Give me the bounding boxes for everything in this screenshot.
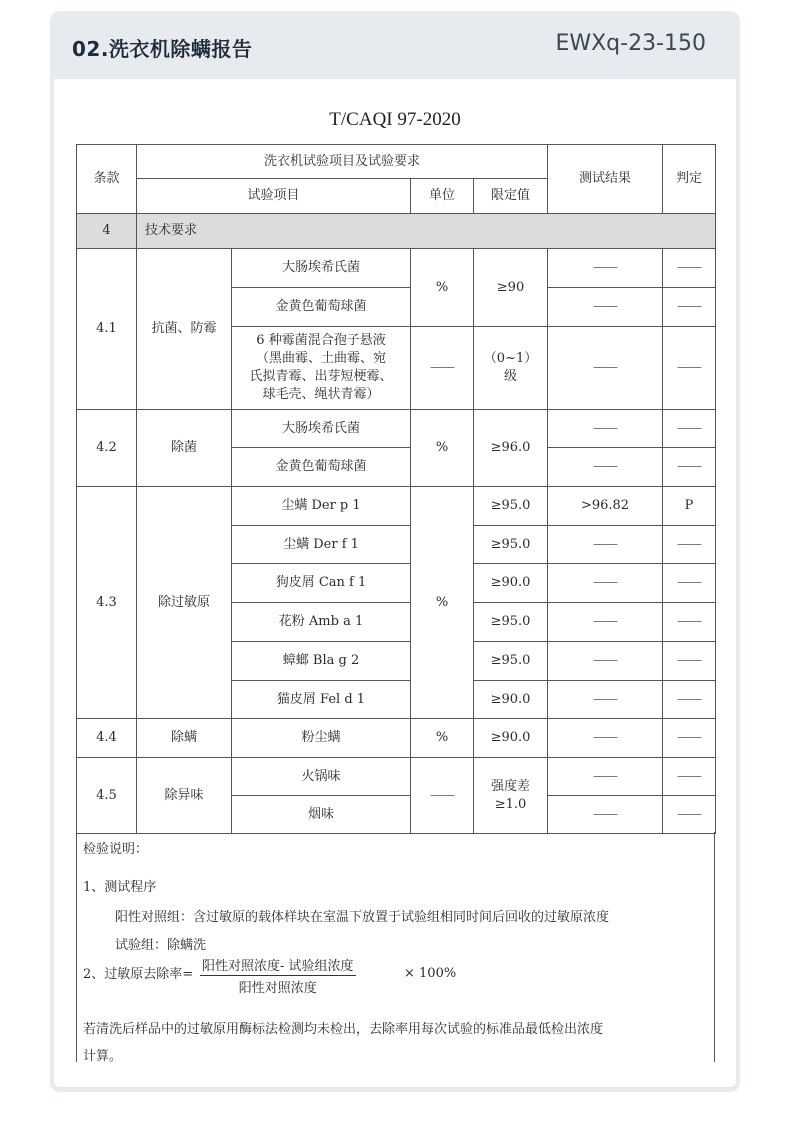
notes-remark-line1: 若清洗后样品中的过敏原用酶标法检测均未检出，去除率用每次试验的标准品最低检出浓度 bbox=[83, 1022, 604, 1037]
requirements-table bbox=[76, 144, 716, 834]
verdict-cell: —— bbox=[663, 796, 716, 834]
limit-cell: ≥95.0 bbox=[474, 526, 548, 564]
item-line: 氏拟青霉、出芽短梗霉、 bbox=[249, 369, 393, 384]
category-cell: 除菌 bbox=[137, 410, 232, 487]
table-row bbox=[77, 410, 716, 448]
section-row bbox=[77, 214, 716, 249]
verdict-cell: —— bbox=[663, 758, 716, 796]
item-cell: 尘螨 Der f 1 bbox=[232, 526, 411, 564]
category-cell: 除螨 bbox=[137, 719, 232, 758]
result-cell: —— bbox=[548, 526, 663, 564]
verdict-cell: P bbox=[663, 487, 716, 526]
col-group: 洗衣机试验项目及试验要求 bbox=[137, 145, 548, 179]
result-cell: —— bbox=[548, 288, 663, 327]
category-cell: 除过敏原 bbox=[137, 487, 232, 719]
table-header-row bbox=[77, 145, 716, 179]
clause-cell: 4.1 bbox=[77, 249, 137, 410]
result-cell: —— bbox=[548, 642, 663, 681]
unit-cell: % bbox=[411, 719, 474, 758]
limit-cell: ≥95.0 bbox=[474, 487, 548, 526]
limit-cell: ≥90.0 bbox=[474, 719, 548, 758]
verdict-cell: —— bbox=[663, 526, 716, 564]
limit-line: 级 bbox=[504, 369, 518, 384]
item-cell: 大肠埃希氏菌 bbox=[232, 410, 411, 448]
col-clause: 条款 bbox=[77, 145, 137, 214]
notes-section bbox=[76, 832, 715, 1062]
verdict-cell: —— bbox=[663, 603, 716, 642]
section-label: 技术要求 bbox=[137, 214, 716, 249]
item-cell: 狗皮屑 Can f 1 bbox=[232, 564, 411, 603]
item-cell: 粉尘螨 bbox=[232, 719, 411, 758]
clause-cell: 4.3 bbox=[77, 487, 137, 719]
result-cell: —— bbox=[548, 758, 663, 796]
formula-prefix: 2、过敏原去除率= bbox=[83, 967, 194, 982]
report-title: 02.洗衣机除螨报告 bbox=[72, 37, 253, 61]
item-cell: 火锅味 bbox=[232, 758, 411, 796]
clause-cell: 4.5 bbox=[77, 758, 137, 834]
verdict-cell: —— bbox=[663, 719, 716, 758]
verdict-cell: —— bbox=[663, 564, 716, 603]
item-cell: 猫皮屑 Fel d 1 bbox=[232, 681, 411, 719]
table-row bbox=[77, 719, 716, 758]
item-cell: 烟味 bbox=[232, 796, 411, 834]
item-cell: 尘螨 Der p 1 bbox=[232, 487, 411, 526]
limit-line: ≥1.0 bbox=[494, 796, 527, 812]
notes-remark-line2: 计算。 bbox=[83, 1049, 123, 1064]
result-cell: —— bbox=[548, 448, 663, 487]
clause-cell: 4.4 bbox=[77, 719, 137, 758]
limit-cell-multiline bbox=[474, 327, 548, 410]
limit-cell-multiline bbox=[474, 758, 548, 834]
table-row bbox=[77, 249, 716, 288]
limit-cell: ≥95.0 bbox=[474, 642, 548, 681]
section-clause: 4 bbox=[77, 214, 137, 249]
result-cell: —— bbox=[548, 603, 663, 642]
verdict-cell: —— bbox=[663, 288, 716, 327]
item-cell: 蟑螂 Bla g 2 bbox=[232, 642, 411, 681]
notes-control-group: 阳性对照组：含过敏原的载体样块在室温下放置于试验组相同时间后回收的过敏原浓度 bbox=[115, 910, 610, 925]
clause-cell: 4.2 bbox=[77, 410, 137, 487]
limit-cell: ≥96.0 bbox=[474, 410, 548, 487]
table-row bbox=[77, 487, 716, 526]
unit-cell: —— bbox=[411, 758, 474, 834]
notes-heading: 检验说明： bbox=[83, 842, 149, 857]
limit-cell: ≥90.0 bbox=[474, 564, 548, 603]
item-cell: 金黄色葡萄球菌 bbox=[232, 448, 411, 487]
card-header bbox=[50, 11, 740, 79]
result-cell: —— bbox=[548, 796, 663, 834]
verdict-cell: —— bbox=[663, 410, 716, 448]
col-result: 测试结果 bbox=[548, 145, 663, 214]
item-cell: 金黄色葡萄球菌 bbox=[232, 288, 411, 327]
limit-line: （0~1） bbox=[483, 351, 538, 366]
item-cell-multiline bbox=[232, 327, 411, 410]
result-cell: >96.82 bbox=[548, 487, 663, 526]
formula-numerator: 阳性对照浓度- 试验组浓度 bbox=[200, 955, 356, 976]
limit-cell: ≥95.0 bbox=[474, 603, 548, 642]
standard-title: T/CAQI 97-2020 bbox=[329, 109, 461, 130]
result-cell: —— bbox=[548, 681, 663, 719]
table-row bbox=[77, 758, 716, 796]
verdict-cell: —— bbox=[663, 249, 716, 288]
limit-cell: ≥90.0 bbox=[474, 681, 548, 719]
verdict-cell: —— bbox=[663, 642, 716, 681]
unit-cell: % bbox=[411, 249, 474, 327]
item-cell: 大肠埃希氏菌 bbox=[232, 249, 411, 288]
verdict-cell: —— bbox=[663, 327, 716, 410]
notes-test-group: 试验组：除螨洗 bbox=[115, 938, 207, 953]
formula-fraction bbox=[200, 955, 356, 996]
col-verdict: 判定 bbox=[663, 145, 716, 214]
formula-denominator: 阳性对照浓度 bbox=[238, 981, 317, 996]
item-cell: 花粉 Amb a 1 bbox=[232, 603, 411, 642]
unit-cell: % bbox=[411, 487, 474, 719]
col-limit: 限定值 bbox=[474, 179, 548, 214]
col-unit: 单位 bbox=[411, 179, 474, 214]
limit-line: 强度差 bbox=[491, 778, 531, 794]
formula-suffix: × 100% bbox=[404, 966, 457, 981]
report-code: EWXq-23-150 bbox=[555, 31, 706, 56]
unit-cell: % bbox=[411, 410, 474, 487]
result-cell: —— bbox=[548, 410, 663, 448]
verdict-cell: —— bbox=[663, 681, 716, 719]
unit-cell: —— bbox=[411, 327, 474, 410]
result-cell: —— bbox=[548, 249, 663, 288]
item-line: （黑曲霉、土曲霉、宛 bbox=[255, 351, 386, 366]
result-cell: —— bbox=[548, 327, 663, 410]
result-cell: —— bbox=[548, 564, 663, 603]
result-cell: —— bbox=[548, 719, 663, 758]
category-cell: 抗菌、防霉 bbox=[137, 249, 232, 410]
limit-cell: ≥90 bbox=[474, 249, 548, 327]
verdict-cell: —— bbox=[663, 448, 716, 487]
col-item: 试验项目 bbox=[137, 179, 411, 214]
item-line: 球毛壳、绳状青霉） bbox=[262, 387, 380, 402]
item-line: 6 种霉菌混合孢子悬液 bbox=[256, 333, 386, 348]
notes-step1: 1、测试程序 bbox=[83, 880, 157, 895]
category-cell: 除异味 bbox=[137, 758, 232, 834]
